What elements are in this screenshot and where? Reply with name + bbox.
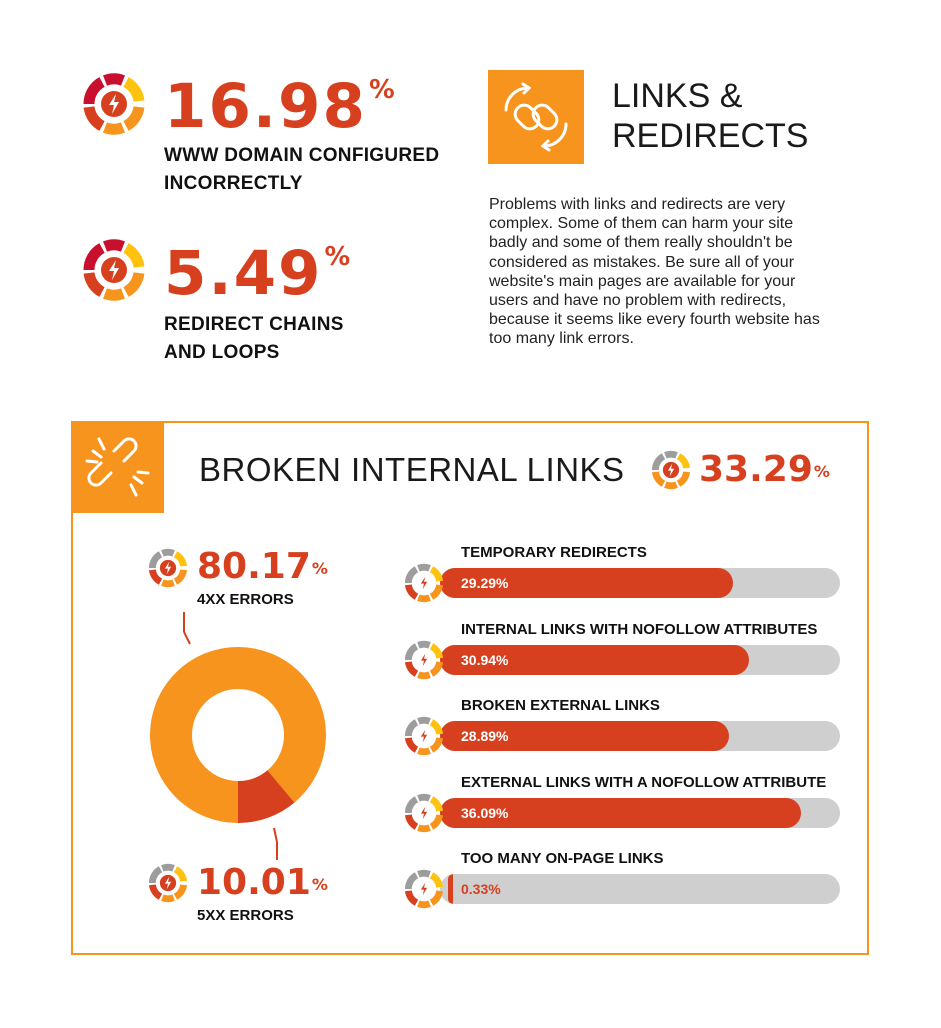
gauge-icon <box>404 793 444 838</box>
bar-value-label: 28.89% <box>461 728 509 744</box>
4xx-label: 4XX ERRORS <box>197 591 294 608</box>
stat-label: WWW DOMAIN CONFIGURED INCORRECTLY <box>164 145 440 194</box>
bar-label: EXTERNAL LINKS WITH A NOFOLLOW ATTRIBUTE <box>461 774 827 791</box>
stat-value: 16.98% <box>164 71 395 142</box>
4xx-value: 80.17% <box>197 546 328 587</box>
bar-label: TOO MANY ON-PAGE LINKS <box>461 850 664 867</box>
gauge-icon <box>148 548 188 588</box>
donut-slice-4xx <box>171 668 305 802</box>
section-title: LINKS & REDIRECTS <box>612 77 809 155</box>
bar-value-label: 30.94% <box>461 652 509 668</box>
gauge-icon <box>404 563 444 608</box>
gauge-icon <box>404 716 444 761</box>
bar-value-label: 0.33% <box>461 881 501 897</box>
bar <box>448 874 453 904</box>
bar-value-label: 36.09% <box>461 805 509 821</box>
panel-value: 33.29% <box>699 449 830 490</box>
bar-label: INTERNAL LINKS WITH NOFOLLOW ATTRIBUTES <box>461 621 818 638</box>
5xx-label: 5XX ERRORS <box>197 907 294 924</box>
gauge-icon <box>404 869 444 914</box>
bar-value-label: 29.29% <box>461 575 509 591</box>
panel-title: BROKEN INTERNAL LINKS <box>199 451 625 488</box>
5xx-value: 10.01% <box>197 862 328 903</box>
gauge-icon <box>404 640 444 685</box>
bar-label: TEMPORARY REDIRECTS <box>461 544 647 561</box>
intro-text: Problems with links and redirects are very complex. Some of them can harm your site badly and some of them really shouldn't be considered as mistakes. Be sure all of your website's main pages are available for your users and have no problem with redirects, because it seems like every fourth website has too many link errors. <box>489 196 820 348</box>
stat-label: REDIRECT CHAINS AND LOOPS <box>164 314 344 363</box>
gauge-icon <box>148 863 188 903</box>
stat-value: 5.49% <box>164 238 351 309</box>
bar-label: BROKEN EXTERNAL LINKS <box>461 697 660 714</box>
